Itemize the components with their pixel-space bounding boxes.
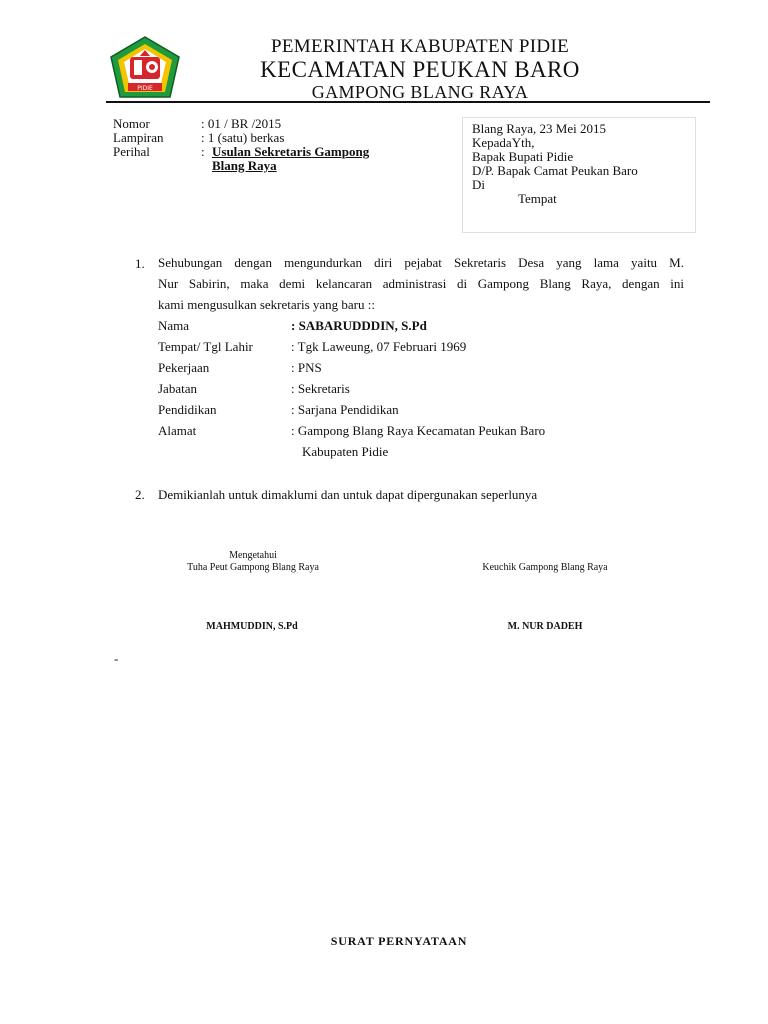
left-signatory-name: MAHMUDDIN, S.Pd — [206, 621, 298, 632]
letter-date: Blang Raya, 23 Mei 2015 — [472, 121, 606, 136]
field-jabatan-value: : Sekretaris — [291, 381, 350, 396]
field-pekerjaan-label: Pekerjaan — [158, 360, 210, 375]
field-ttl-label: Tempat/ Tgl Lahir — [158, 339, 253, 354]
perihal-value-line1: Usulan Sekretaris Gampong — [212, 144, 370, 159]
letterhead-village: GAMPONG BLANG RAYA — [311, 82, 529, 102]
field-alamat-continued: Kabupaten Pidie — [302, 444, 389, 459]
stray-mark: - — [114, 651, 119, 666]
field-jabatan-label: Jabatan — [158, 381, 197, 396]
field-pendidikan-label: Pendidikan — [158, 402, 217, 417]
letterhead-district: KECAMATAN PEUKAN BARO — [260, 57, 580, 82]
perihal-colon: : — [201, 144, 205, 159]
item-1-line-1: Sehubungan dengan mengundurkan diri pejabat Sekretaris Desa yang lama yaitu M. — [158, 255, 684, 270]
letterhead-divider — [106, 101, 710, 103]
item-1-line-3: kami mengusulkan sekretaris yang baru :: — [158, 297, 375, 312]
pidie-regency-logo — [108, 35, 182, 101]
perihal-value-line2: Blang Raya — [212, 158, 277, 173]
nomor-label: Nomor — [113, 116, 150, 131]
field-nama-label: Nama — [158, 318, 190, 333]
item-1-paragraph — [158, 252, 684, 315]
recipient-1: Bapak Bupati Pidie — [472, 149, 574, 164]
perihal-label: Perihal — [113, 144, 150, 159]
next-page-title: SURAT PERNYATAAN — [330, 934, 468, 948]
lampiran-label: Lampiran — [113, 130, 164, 145]
field-ttl-value: : Tgk Laweung, 07 Februari 1969 — [291, 339, 467, 354]
place-text: Tempat — [518, 191, 557, 206]
recipient-2: D/P. Bapak Camat Peukan Baro — [472, 163, 638, 178]
right-signatory-name: M. NUR DADEH — [507, 621, 583, 632]
item-2-number: 2. — [135, 487, 145, 502]
field-alamat-value: : Gampong Blang Raya Kecamatan Peukan Baro — [291, 423, 546, 438]
right-signature-caption: Keuchik Gampong Blang Raya — [482, 562, 608, 573]
item-1-line-2: Nur Sabirin, maka demi kelancaran administrasi di Gampong Blang Raya, dengan ini — [158, 276, 684, 291]
field-pendidikan-value: : Sarjana Pendidikan — [291, 402, 399, 417]
field-alamat-label: Alamat — [158, 423, 197, 438]
field-nama-value: : SABARUDDDIN, S.Pd — [291, 318, 427, 333]
nomor-value: : 01 / BR /2015 — [201, 116, 282, 131]
lampiran-value: : 1 (satu) berkas — [201, 130, 285, 145]
item-1-number: 1. — [135, 256, 145, 271]
item-2-text: Demikianlah untuk dimaklumi dan untuk dapat dipergunakan seperlunya — [158, 487, 538, 502]
left-signature-caption-2: Tuha Peut Gampong Blang Raya — [187, 562, 319, 573]
field-pekerjaan-value: : PNS — [291, 360, 322, 375]
di-text: Di — [472, 177, 485, 192]
letterhead-government: PEMERINTAH KABUPATEN PIDIE — [271, 36, 569, 57]
left-signature-caption-1: Mengetahui — [229, 550, 277, 561]
logo-text: PIDIE — [137, 85, 153, 92]
salutation: KepadaYth, — [472, 135, 535, 150]
